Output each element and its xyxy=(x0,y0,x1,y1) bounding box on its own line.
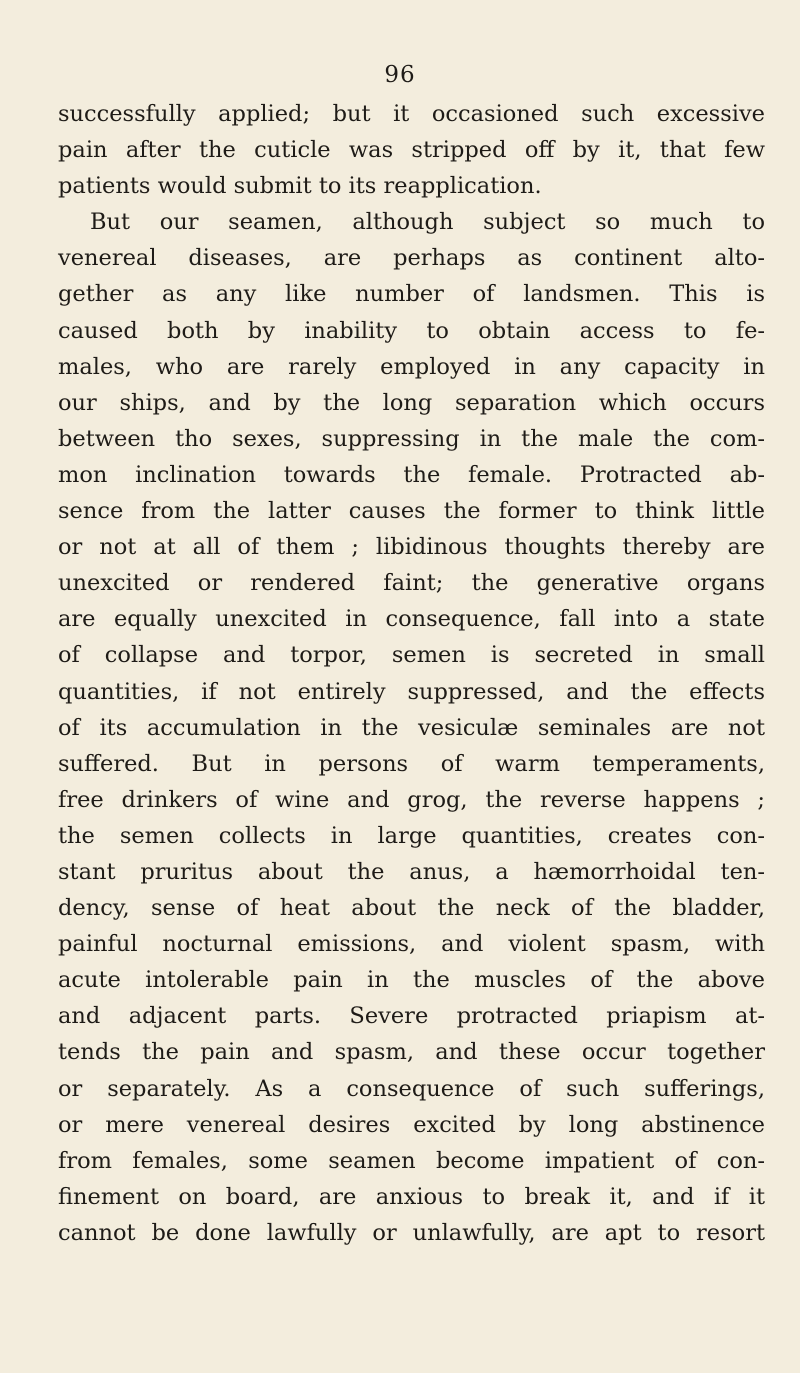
text-line: quantities, if not entirely suppressed, and the effects xyxy=(58,678,765,705)
text-line: from females, some seamen become impatient of con- xyxy=(58,1147,765,1174)
text-line: mon inclination towards the female. Protracted ab- xyxy=(58,461,765,488)
text-line: or separately. As a consequence of such sufferings, xyxy=(58,1075,765,1102)
text-line: our ships, and by the long separation which occurs xyxy=(58,389,765,416)
text-line: between tho sexes, suppressing in the male the com- xyxy=(58,425,765,452)
text-line: caused both by inability to obtain access to fe- xyxy=(58,317,765,344)
text-line: gether as any like number of landsmen. This is xyxy=(58,281,765,308)
text-line: free drinkers of wine and grog, the reverse happens ; xyxy=(58,786,765,813)
page-number: 96 xyxy=(384,62,416,88)
text-line: finement on board, are anxious to break it, and if it xyxy=(58,1183,765,1210)
text-line: or mere venereal desires excited by long abstinence xyxy=(58,1111,765,1138)
text-line: sence from the latter causes the former to think little xyxy=(58,498,765,525)
text-line: cannot be done lawfully or unlawfully, are apt to resort xyxy=(58,1219,765,1246)
text-line: are equally unexcited in consequence, fall into a state xyxy=(58,606,765,633)
text-line: tends the pain and spasm, and these occur together xyxy=(58,1039,765,1066)
text-line: acute intolerable pain in the muscles of the above xyxy=(58,967,765,994)
text-line: pain after the cuticle was stripped off by it, that few xyxy=(58,137,765,164)
text-line: stant pruritus about the anus, a hæmorrhoidal ten- xyxy=(58,858,765,885)
text-line: dency, sense of heat about the neck of the bladder, xyxy=(58,895,765,922)
text-line: But our seamen, although subject so much to xyxy=(90,209,765,236)
text-line: and adjacent parts. Severe protracted priapism at- xyxy=(58,1003,765,1030)
text-line: of its accumulation in the vesiculæ seminales are not xyxy=(58,714,765,741)
text-line: painful nocturnal emissions, and violent spasm, with xyxy=(58,931,765,958)
text-line: or not at all of them ; libidinous thoughts thereby are xyxy=(58,534,765,561)
text-line: unexcited or rendered faint; the generative organs xyxy=(58,570,765,597)
text-line: males, who are rarely employed in any capacity in xyxy=(58,353,765,380)
text-line: successfully applied; but it occasioned such excessive xyxy=(58,101,765,127)
text-line: patients would submit to its reapplication. xyxy=(58,173,542,200)
text-line: of collapse and torpor, semen is secreted in small xyxy=(58,642,765,669)
body-text xyxy=(58,96,765,1251)
text-line: suffered. But in persons of warm temperaments, xyxy=(58,750,765,777)
text-line: venereal diseases, are perhaps as continent alto- xyxy=(58,245,765,272)
text-line: the semen collects in large quantities, creates con- xyxy=(58,822,765,849)
